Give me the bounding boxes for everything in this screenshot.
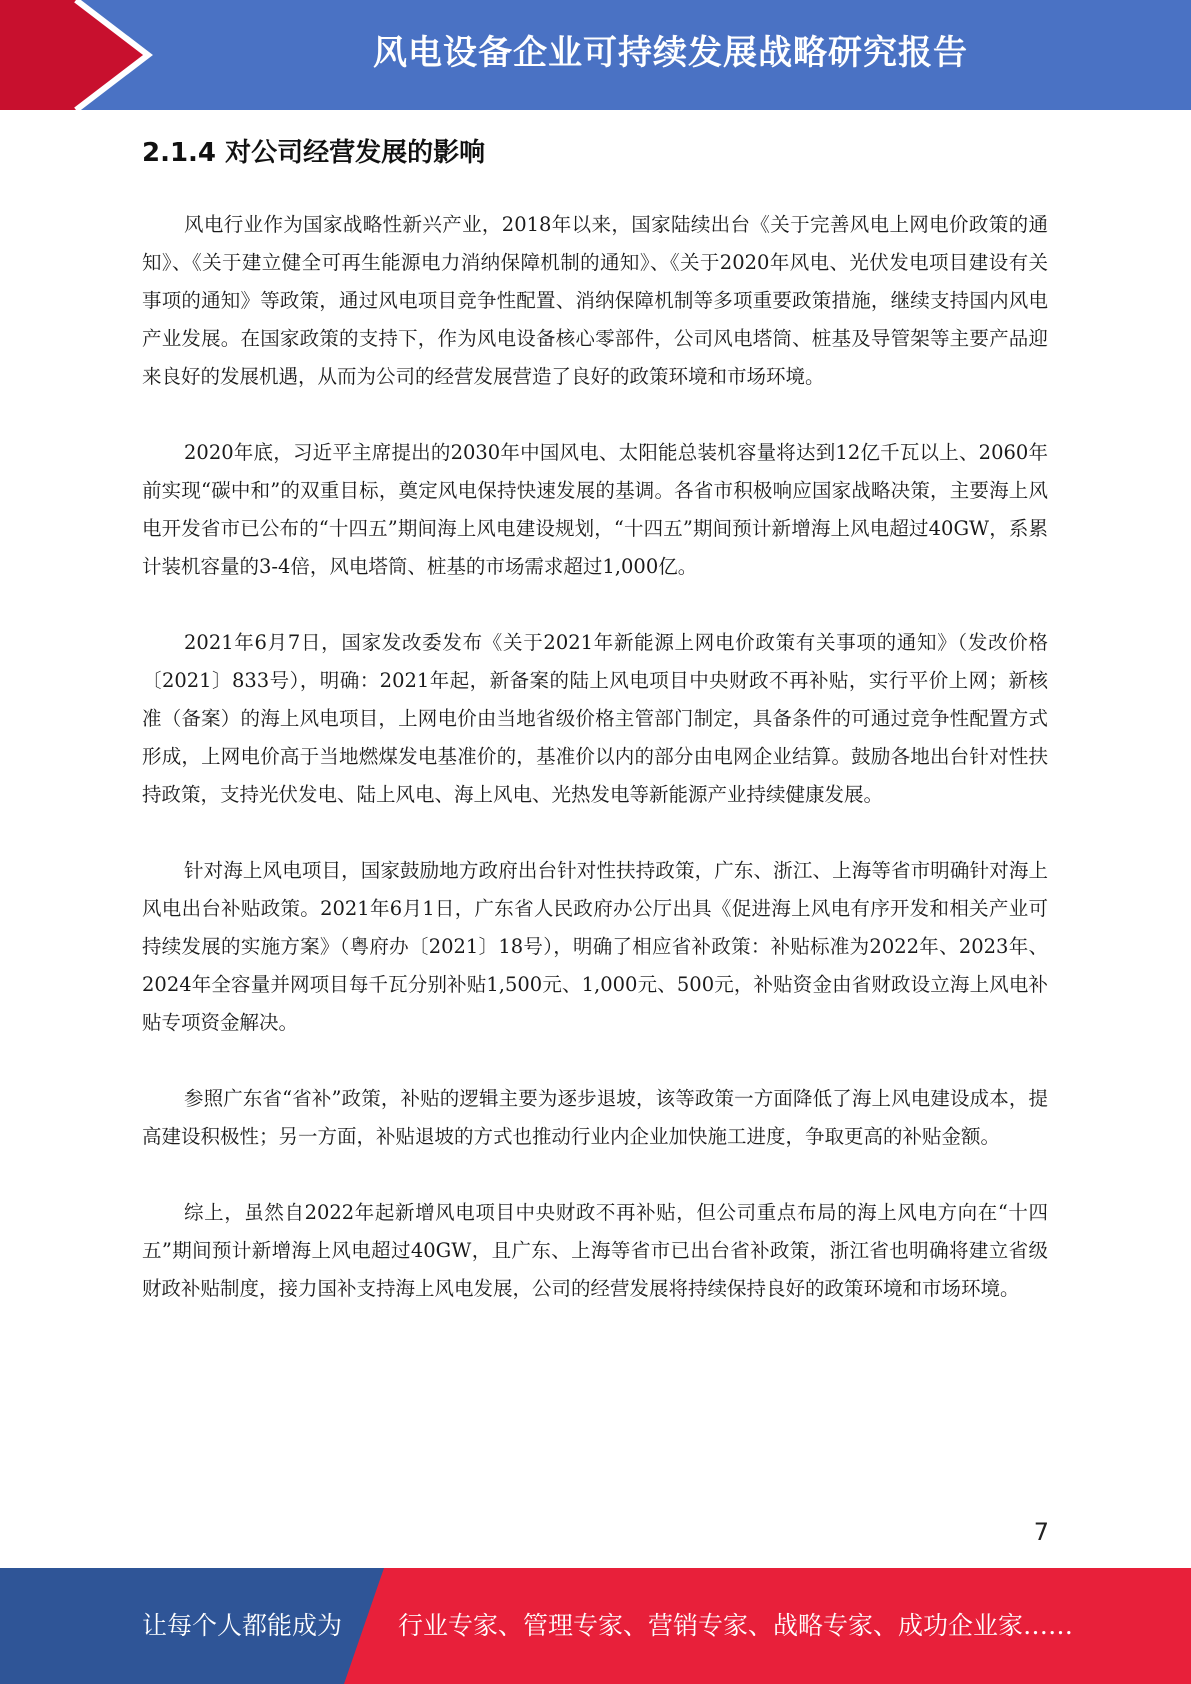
paragraph: 综上，虽然自2022年起新增风电项目中央财政不再补贴，但公司重点布局的海上风电方向在“十四五”期间预计新增海上风电超过40GW，且广东、上海等省市已出台省补政策，浙江省也明确将建立省级财政补贴制度，接力国补支持海上风电发展，公司的经营发展将持续保持良好的政策环境和市场环境。 — [142, 1201, 1048, 1300]
page-header — [0, 0, 1191, 110]
header-arrow-decoration — [0, 0, 160, 110]
footer-slogan-right: 行业专家、管理专家、营销专家、战略专家、成功企业家…… — [398, 1611, 1074, 1640]
paragraph: 2020年底，习近平主席提出的2030年中国风电、太阳能总装机容量将达到12亿千瓦以上、2060年前实现“碳中和”的双重目标，奠定风电保持快速发展的基调。各省市积极响应国家战略决策，主要海上风电开发省市已公布的“十四五”期间海上风电建设规划，“十四五”期间预计新增海上风电超过40GW，系累计装机容量的3-4倍，风电塔筒、桩基的市场需求超过1,000亿。 — [142, 441, 1048, 578]
body-content — [142, 206, 1048, 1346]
paragraph: 2021年6月7日，国家发改委发布《关于2021年新能源上网电价政策有关事项的通知》（发改价格〔2021〕833号），明确：2021年起，新备案的陆上风电项目中央财政不再补贴，实行平价上网；新核准（备案）的海上风电项目，上网电价由当地省级价格主管部门制定，具备条件的可通过竞争性配置方式形成，上网电价高于当地燃煤发电基准价的，基准价以内的部分由电网企业结算。鼓励各地出台针对性扶持政策，支持光伏发电、陆上风电、海上风电、光热发电等新能源产业持续健康发展。 — [142, 631, 1048, 806]
paragraph: 风电行业作为国家战略性新兴产业，2018年以来，国家陆续出台《关于完善风电上网电价政策的通知》、《关于建立健全可再生能源电力消纳保障机制的通知》、《关于2020年风电、光伏发电项目建设有关事项的通知》等政策，通过风电项目竞争性配置、消纳保障机制等多项重要政策措施，继续支持国内风电产业发展。在国家政策的支持下，作为风电设备核心零部件，公司风电塔筒、桩基及导管架等主要产品迎来良好的发展机遇，从而为公司的经营发展营造了良好的政策环境和市场环境。 — [142, 213, 1048, 388]
footer-slogan-left: 让每个人都能成为 — [142, 1611, 343, 1640]
report-title: 风电设备企业可持续发展战略研究报告 — [373, 33, 968, 73]
page-number: 7 — [1033, 1518, 1049, 1546]
paragraph: 针对海上风电项目，国家鼓励地方政府出台针对性扶持政策，广东、浙江、上海等省市明确针对海上风电出台补贴政策。2021年6月1日，广东省人民政府办公厅出具《促进海上风电有序开发和相关产业可持续发展的实施方案》（粤府办〔2021〕18号），明确了相应省补政策：补贴标准为2022年、2023年、2024年全容量并网项目每千瓦分别补贴1,500元、1,000元、500元，补贴资金由省财政设立海上风电补贴专项资金解决。 — [142, 859, 1048, 1034]
paragraph: 参照广东省“省补”政策，补贴的逻辑主要为逐步退坡，该等政策一方面降低了海上风电建设成本，提高建设积极性；另一方面，补贴退坡的方式也推动行业内企业加快施工进度，争取更高的补贴金额。 — [142, 1087, 1048, 1148]
section-heading: 2.1.4 对公司经营发展的影响 — [142, 138, 486, 168]
page-footer — [0, 1568, 1191, 1684]
